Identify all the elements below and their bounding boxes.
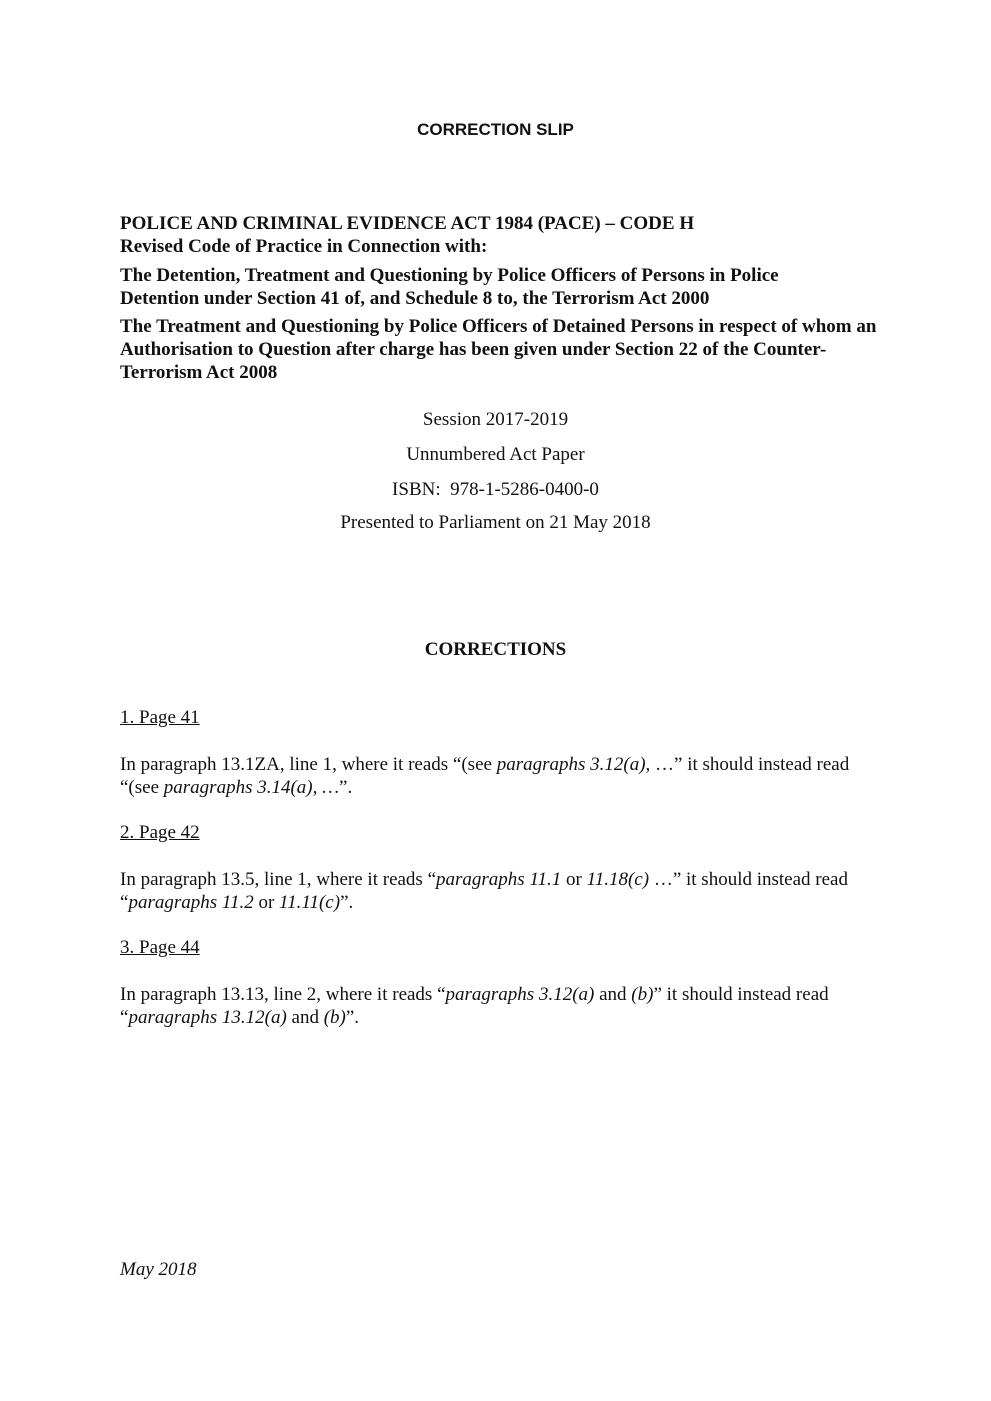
correction-text <box>120 753 880 799</box>
italic-reference: paragraphs 3.12(a) <box>496 754 646 775</box>
text-segment: ”. <box>345 1007 360 1028</box>
text-segment: or <box>253 892 280 913</box>
text-segment: , …” it should instead read “(see <box>120 754 850 798</box>
italic-reference: 11.18(c) <box>586 869 650 890</box>
italic-reference: paragraphs 3.12(a) <box>445 984 595 1005</box>
correction-label: 2. Page 42 <box>120 822 200 843</box>
text-segment: …” it should instead read “ <box>120 869 848 913</box>
isbn: ISBN: 978-1-5286-0400-0 <box>392 479 599 500</box>
correction-label: 3. Page 44 <box>120 937 200 958</box>
presented-date: Presented to Parliament on 21 May 2018 <box>340 512 651 533</box>
italic-reference: paragraphs 13.12(a) <box>128 1007 287 1028</box>
text-segment: In paragraph 13.13, line 2, where it reads “ <box>120 984 446 1005</box>
correction-label: 1. Page 41 <box>120 707 200 728</box>
italic-reference: (b) <box>323 1007 346 1028</box>
italic-reference: (b) <box>631 984 654 1005</box>
text-segment: ”. <box>340 892 354 913</box>
paper-type: Unnumbered Act Paper <box>406 444 585 465</box>
correction-text <box>120 983 890 1029</box>
act-title: POLICE AND CRIMINAL EVIDENCE ACT 1984 (PACE) – CODE H <box>120 213 695 234</box>
text-segment: ” it should instead read “ <box>120 984 829 1028</box>
italic-reference: 11.11(c) <box>279 892 341 913</box>
document-date: May 2018 <box>120 1259 197 1280</box>
corrections-heading: CORRECTIONS <box>424 639 567 660</box>
heading-paragraph-2: The Treatment and Questioning by Police Officers of Detained Persons in respect of whom an Authorisation to Question after charge has been given under Section 22 of the Counter-Terrorism Act 2008 <box>120 316 877 383</box>
code-subtitle: Revised Code of Practice in Connection with: <box>120 236 488 257</box>
text-segment: and <box>594 984 632 1005</box>
text-segment: In paragraph 13.5, line 1, where it reads “ <box>120 869 437 890</box>
session: Session 2017-2019 <box>422 409 569 430</box>
italic-reference: paragraphs 3.14(a), … <box>163 777 340 798</box>
text-segment: and <box>286 1007 324 1028</box>
text-segment: ”. <box>339 777 353 798</box>
text-segment: In paragraph 13.1ZA, line 1, where it reads “(see <box>120 754 497 775</box>
heading-paragraph-1: The Detention, Treatment and Questioning by Police Officers of Persons in Police Detention under Section 41 of, and Schedule 8 to, the Terrorism Act 2000 <box>120 265 779 309</box>
document-title: CORRECTION SLIP <box>417 120 574 139</box>
italic-reference: paragraphs 11.1 <box>436 869 562 890</box>
italic-reference: paragraphs 11.2 <box>128 892 254 913</box>
text-segment: or <box>561 869 587 890</box>
correction-text <box>120 868 880 914</box>
